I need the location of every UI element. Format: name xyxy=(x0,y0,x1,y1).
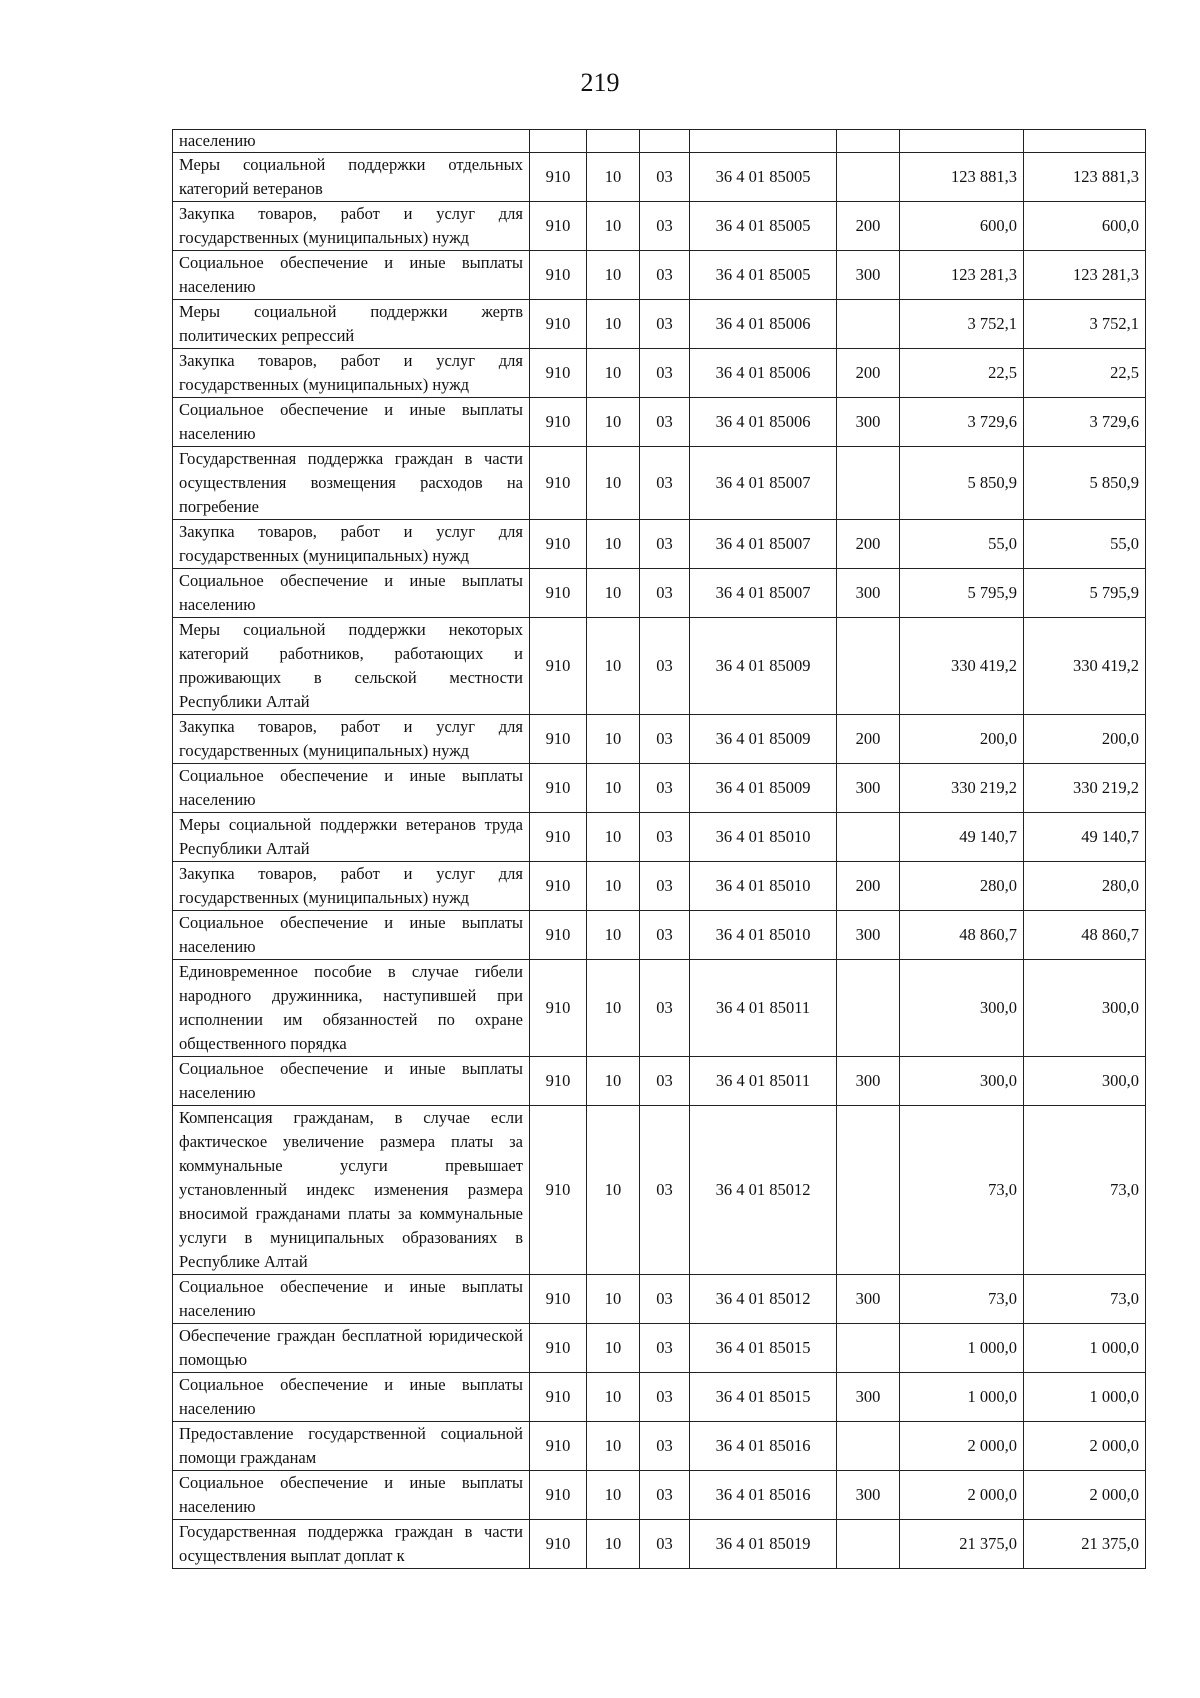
item-name-cell: Закупка товаров, работ и услуг для государственных (муниципальных) нужд xyxy=(173,715,530,764)
amount-year1-cell: 55,0 xyxy=(900,520,1024,569)
expense-type-cell: 300 xyxy=(837,398,900,447)
target-article-cell: 36 4 01 85009 xyxy=(690,618,837,715)
subsection-code-cell: 03 xyxy=(640,1057,690,1106)
table-row xyxy=(173,1520,1146,1569)
amount-year2-cell: 73,0 xyxy=(1024,1106,1146,1275)
expense-type-cell: 200 xyxy=(837,862,900,911)
table-row xyxy=(173,960,1146,1057)
item-name-cell: Государственная поддержка граждан в части осуществления выплат доплат к xyxy=(173,1520,530,1569)
amount-year2-cell: 73,0 xyxy=(1024,1275,1146,1324)
amount-year1-cell: 330 419,2 xyxy=(900,618,1024,715)
section-code-cell: 10 xyxy=(587,1520,640,1569)
ministry-code-cell: 910 xyxy=(530,153,587,202)
amount-year1-cell: 22,5 xyxy=(900,349,1024,398)
subsection-code-cell: 03 xyxy=(640,520,690,569)
section-code-cell: 10 xyxy=(587,813,640,862)
ministry-code-cell: 910 xyxy=(530,447,587,520)
target-article-cell: 36 4 01 85015 xyxy=(690,1373,837,1422)
amount-year1-cell: 3 752,1 xyxy=(900,300,1024,349)
amount-year1-cell: 73,0 xyxy=(900,1106,1024,1275)
ministry-code-cell: 910 xyxy=(530,202,587,251)
amount-year1-cell: 330 219,2 xyxy=(900,764,1024,813)
target-article-cell: 36 4 01 85006 xyxy=(690,300,837,349)
subsection-code-cell: 03 xyxy=(640,569,690,618)
expense-type-cell xyxy=(837,447,900,520)
amount-year1-cell: 48 860,7 xyxy=(900,911,1024,960)
target-article-cell: 36 4 01 85010 xyxy=(690,911,837,960)
amount-year2-cell: 55,0 xyxy=(1024,520,1146,569)
expense-type-cell xyxy=(837,813,900,862)
table-row xyxy=(173,1106,1146,1275)
subsection-code-cell: 03 xyxy=(640,960,690,1057)
amount-year1-cell: 21 375,0 xyxy=(900,1520,1024,1569)
table-row xyxy=(173,1373,1146,1422)
ministry-code-cell: 910 xyxy=(530,1106,587,1275)
amount-year2-cell: 2 000,0 xyxy=(1024,1471,1146,1520)
target-article-cell: 36 4 01 85007 xyxy=(690,569,837,618)
amount-year2-cell: 2 000,0 xyxy=(1024,1422,1146,1471)
section-code-cell: 10 xyxy=(587,447,640,520)
section-code-cell: 10 xyxy=(587,1471,640,1520)
subsection-code-cell: 03 xyxy=(640,911,690,960)
item-name-cell: Обеспечение граждан бесплатной юридической помощью xyxy=(173,1324,530,1373)
amount-year1-cell: 300,0 xyxy=(900,960,1024,1057)
amount-year1-cell: 123 281,3 xyxy=(900,251,1024,300)
item-name-cell: Компенсация гражданам, в случае если фактическое увеличение размера платы за коммунальные услуги превышает установленный индекс изменения размера вносимой гражданами платы за коммунальные услуги в муниципальных образованиях в Республике Алтай xyxy=(173,1106,530,1275)
item-name-cell: Закупка товаров, работ и услуг для государственных (муниципальных) нужд xyxy=(173,202,530,251)
subsection-code-cell: 03 xyxy=(640,251,690,300)
table-row xyxy=(173,813,1146,862)
subsection-code-cell: 03 xyxy=(640,618,690,715)
expense-type-cell: 300 xyxy=(837,251,900,300)
item-name-cell: Единовременное пособие в случае гибели народного дружинника, наступившей при исполнении им обязанностей по охране общественного порядка xyxy=(173,960,530,1057)
expense-type-cell: 300 xyxy=(837,911,900,960)
amount-year2-cell: 300,0 xyxy=(1024,1057,1146,1106)
amount-year2-cell: 21 375,0 xyxy=(1024,1520,1146,1569)
section-code-cell: 10 xyxy=(587,1106,640,1275)
amount-year2-cell: 48 860,7 xyxy=(1024,911,1146,960)
page-number: 219 xyxy=(580,68,620,97)
ministry-code-cell: 910 xyxy=(530,300,587,349)
section-code-cell: 10 xyxy=(587,715,640,764)
ministry-code-cell: 910 xyxy=(530,1471,587,1520)
subsection-code-cell: 03 xyxy=(640,1106,690,1275)
subsection-code-cell: 03 xyxy=(640,1422,690,1471)
amount-year2-cell: 123 881,3 xyxy=(1024,153,1146,202)
section-code-cell: 10 xyxy=(587,862,640,911)
section-code-cell: 10 xyxy=(587,764,640,813)
target-article-cell: 36 4 01 85007 xyxy=(690,447,837,520)
amount-year1-cell: 1 000,0 xyxy=(900,1324,1024,1373)
section-code-cell: 10 xyxy=(587,300,640,349)
section-code-cell: 10 xyxy=(587,1324,640,1373)
target-article-cell: 36 4 01 85011 xyxy=(690,960,837,1057)
table-row xyxy=(173,911,1146,960)
target-article-cell: 36 4 01 85010 xyxy=(690,813,837,862)
target-article-cell: 36 4 01 85011 xyxy=(690,1057,837,1106)
subsection-code-cell: 03 xyxy=(640,813,690,862)
amount-year2-cell xyxy=(1024,130,1146,153)
subsection-code-cell: 03 xyxy=(640,715,690,764)
amount-year1-cell: 5 850,9 xyxy=(900,447,1024,520)
table-row xyxy=(173,447,1146,520)
subsection-code-cell: 03 xyxy=(640,300,690,349)
expense-type-cell: 200 xyxy=(837,202,900,251)
subsection-code-cell: 03 xyxy=(640,1471,690,1520)
amount-year2-cell: 600,0 xyxy=(1024,202,1146,251)
ministry-code-cell: 910 xyxy=(530,764,587,813)
item-name-cell: Закупка товаров, работ и услуг для государственных (муниципальных) нужд xyxy=(173,520,530,569)
item-name-cell: Социальное обеспечение и иные выплаты населению xyxy=(173,764,530,813)
ministry-code-cell: 910 xyxy=(530,398,587,447)
item-name-cell: Меры социальной поддержки отдельных категорий ветеранов xyxy=(173,153,530,202)
item-name-cell: населению xyxy=(173,130,530,153)
ministry-code-cell: 910 xyxy=(530,251,587,300)
target-article-cell: 36 4 01 85016 xyxy=(690,1422,837,1471)
target-article-cell: 36 4 01 85007 xyxy=(690,520,837,569)
ministry-code-cell: 910 xyxy=(530,911,587,960)
subsection-code-cell: 03 xyxy=(640,447,690,520)
subsection-code-cell: 03 xyxy=(640,1373,690,1422)
ministry-code-cell: 910 xyxy=(530,618,587,715)
item-name-cell: Социальное обеспечение и иные выплаты населению xyxy=(173,1057,530,1106)
expense-type-cell: 300 xyxy=(837,764,900,813)
target-article-cell: 36 4 01 85012 xyxy=(690,1106,837,1275)
expense-type-cell: 200 xyxy=(837,349,900,398)
expense-type-cell: 200 xyxy=(837,715,900,764)
target-article-cell: 36 4 01 85006 xyxy=(690,398,837,447)
expense-type-cell: 200 xyxy=(837,520,900,569)
amount-year2-cell: 3 752,1 xyxy=(1024,300,1146,349)
table-row xyxy=(173,618,1146,715)
table-body xyxy=(173,130,1146,1569)
table-row xyxy=(173,569,1146,618)
ministry-code-cell: 910 xyxy=(530,1275,587,1324)
section-code-cell: 10 xyxy=(587,618,640,715)
table-row xyxy=(173,1057,1146,1106)
ministry-code-cell: 910 xyxy=(530,569,587,618)
amount-year1-cell: 300,0 xyxy=(900,1057,1024,1106)
ministry-code-cell xyxy=(530,130,587,153)
item-name-cell: Социальное обеспечение и иные выплаты населению xyxy=(173,251,530,300)
expense-type-cell xyxy=(837,153,900,202)
target-article-cell: 36 4 01 85005 xyxy=(690,202,837,251)
table-row xyxy=(173,1275,1146,1324)
expense-type-cell: 300 xyxy=(837,569,900,618)
item-name-cell: Закупка товаров, работ и услуг для государственных (муниципальных) нужд xyxy=(173,862,530,911)
item-name-cell: Меры социальной поддержки некоторых категорий работников, работающих и проживающих в сельской местности Республики Алтай xyxy=(173,618,530,715)
section-code-cell: 10 xyxy=(587,153,640,202)
table-row xyxy=(173,398,1146,447)
subsection-code-cell: 03 xyxy=(640,202,690,251)
expense-type-cell xyxy=(837,1422,900,1471)
expense-type-cell xyxy=(837,960,900,1057)
ministry-code-cell: 910 xyxy=(530,1520,587,1569)
amount-year1-cell: 1 000,0 xyxy=(900,1373,1024,1422)
amount-year2-cell: 22,5 xyxy=(1024,349,1146,398)
target-article-cell: 36 4 01 85009 xyxy=(690,764,837,813)
amount-year1-cell: 2 000,0 xyxy=(900,1471,1024,1520)
amount-year1-cell: 3 729,6 xyxy=(900,398,1024,447)
subsection-code-cell: 03 xyxy=(640,153,690,202)
section-code-cell: 10 xyxy=(587,398,640,447)
amount-year1-cell: 280,0 xyxy=(900,862,1024,911)
table-row xyxy=(173,1422,1146,1471)
target-article-cell xyxy=(690,130,837,153)
item-name-cell: Социальное обеспечение и иные выплаты населению xyxy=(173,1471,530,1520)
item-name-cell: Социальное обеспечение и иные выплаты населению xyxy=(173,911,530,960)
table-row xyxy=(173,1324,1146,1373)
expense-type-cell: 300 xyxy=(837,1275,900,1324)
section-code-cell: 10 xyxy=(587,349,640,398)
amount-year2-cell: 5 850,9 xyxy=(1024,447,1146,520)
section-code-cell: 10 xyxy=(587,1422,640,1471)
table-row xyxy=(173,764,1146,813)
ministry-code-cell: 910 xyxy=(530,960,587,1057)
amount-year1-cell xyxy=(900,130,1024,153)
ministry-code-cell: 910 xyxy=(530,1057,587,1106)
ministry-code-cell: 910 xyxy=(530,1373,587,1422)
amount-year2-cell: 49 140,7 xyxy=(1024,813,1146,862)
section-code-cell: 10 xyxy=(587,960,640,1057)
target-article-cell: 36 4 01 85005 xyxy=(690,251,837,300)
item-name-cell: Меры социальной поддержки жертв политических репрессий xyxy=(173,300,530,349)
section-code-cell: 10 xyxy=(587,1275,640,1324)
amount-year1-cell: 5 795,9 xyxy=(900,569,1024,618)
target-article-cell: 36 4 01 85006 xyxy=(690,349,837,398)
subsection-code-cell: 03 xyxy=(640,349,690,398)
item-name-cell: Социальное обеспечение и иные выплаты населению xyxy=(173,398,530,447)
table-row xyxy=(173,1471,1146,1520)
budget-table xyxy=(172,129,1146,1569)
target-article-cell: 36 4 01 85019 xyxy=(690,1520,837,1569)
item-name-cell: Социальное обеспечение и иные выплаты населению xyxy=(173,1373,530,1422)
ministry-code-cell: 910 xyxy=(530,813,587,862)
amount-year2-cell: 1 000,0 xyxy=(1024,1324,1146,1373)
amount-year1-cell: 600,0 xyxy=(900,202,1024,251)
item-name-cell: Закупка товаров, работ и услуг для государственных (муниципальных) нужд xyxy=(173,349,530,398)
section-code-cell: 10 xyxy=(587,1373,640,1422)
section-code-cell: 10 xyxy=(587,1057,640,1106)
amount-year2-cell: 200,0 xyxy=(1024,715,1146,764)
amount-year2-cell: 280,0 xyxy=(1024,862,1146,911)
section-code-cell xyxy=(587,130,640,153)
table-row xyxy=(173,520,1146,569)
table-row xyxy=(173,130,1146,153)
section-code-cell: 10 xyxy=(587,251,640,300)
ministry-code-cell: 910 xyxy=(530,349,587,398)
amount-year1-cell: 49 140,7 xyxy=(900,813,1024,862)
item-name-cell: Предоставление государственной социальной помощи гражданам xyxy=(173,1422,530,1471)
expense-type-cell: 300 xyxy=(837,1373,900,1422)
ministry-code-cell: 910 xyxy=(530,1324,587,1373)
amount-year2-cell: 3 729,6 xyxy=(1024,398,1146,447)
amount-year2-cell: 330 219,2 xyxy=(1024,764,1146,813)
expense-type-cell: 300 xyxy=(837,1471,900,1520)
subsection-code-cell: 03 xyxy=(640,1324,690,1373)
section-code-cell: 10 xyxy=(587,569,640,618)
target-article-cell: 36 4 01 85015 xyxy=(690,1324,837,1373)
table-row xyxy=(173,153,1146,202)
item-name-cell: Государственная поддержка граждан в части осуществления возмещения расходов на погребение xyxy=(173,447,530,520)
target-article-cell: 36 4 01 85010 xyxy=(690,862,837,911)
target-article-cell: 36 4 01 85005 xyxy=(690,153,837,202)
expense-type-cell xyxy=(837,1106,900,1275)
subsection-code-cell: 03 xyxy=(640,398,690,447)
expense-type-cell xyxy=(837,1520,900,1569)
ministry-code-cell: 910 xyxy=(530,520,587,569)
subsection-code-cell: 03 xyxy=(640,1275,690,1324)
table-row xyxy=(173,715,1146,764)
table-row xyxy=(173,349,1146,398)
target-article-cell: 36 4 01 85012 xyxy=(690,1275,837,1324)
section-code-cell: 10 xyxy=(587,202,640,251)
amount-year1-cell: 73,0 xyxy=(900,1275,1024,1324)
amount-year2-cell: 123 281,3 xyxy=(1024,251,1146,300)
target-article-cell: 36 4 01 85009 xyxy=(690,715,837,764)
ministry-code-cell: 910 xyxy=(530,1422,587,1471)
expense-type-cell xyxy=(837,618,900,715)
amount-year1-cell: 123 881,3 xyxy=(900,153,1024,202)
item-name-cell: Социальное обеспечение и иные выплаты населению xyxy=(173,569,530,618)
table-row xyxy=(173,300,1146,349)
item-name-cell: Меры социальной поддержки ветеранов труда Республики Алтай xyxy=(173,813,530,862)
ministry-code-cell: 910 xyxy=(530,715,587,764)
amount-year2-cell: 5 795,9 xyxy=(1024,569,1146,618)
amount-year2-cell: 300,0 xyxy=(1024,960,1146,1057)
amount-year1-cell: 200,0 xyxy=(900,715,1024,764)
section-code-cell: 10 xyxy=(587,520,640,569)
target-article-cell: 36 4 01 85016 xyxy=(690,1471,837,1520)
ministry-code-cell: 910 xyxy=(530,862,587,911)
table-row xyxy=(173,251,1146,300)
amount-year1-cell: 2 000,0 xyxy=(900,1422,1024,1471)
amount-year2-cell: 1 000,0 xyxy=(1024,1373,1146,1422)
expense-type-cell xyxy=(837,300,900,349)
subsection-code-cell: 03 xyxy=(640,764,690,813)
expense-type-cell xyxy=(837,1324,900,1373)
section-code-cell: 10 xyxy=(587,911,640,960)
subsection-code-cell xyxy=(640,130,690,153)
table-row xyxy=(173,862,1146,911)
subsection-code-cell: 03 xyxy=(640,1520,690,1569)
expense-type-cell xyxy=(837,130,900,153)
amount-year2-cell: 330 419,2 xyxy=(1024,618,1146,715)
item-name-cell: Социальное обеспечение и иные выплаты населению xyxy=(173,1275,530,1324)
expense-type-cell: 300 xyxy=(837,1057,900,1106)
table-row xyxy=(173,202,1146,251)
subsection-code-cell: 03 xyxy=(640,862,690,911)
